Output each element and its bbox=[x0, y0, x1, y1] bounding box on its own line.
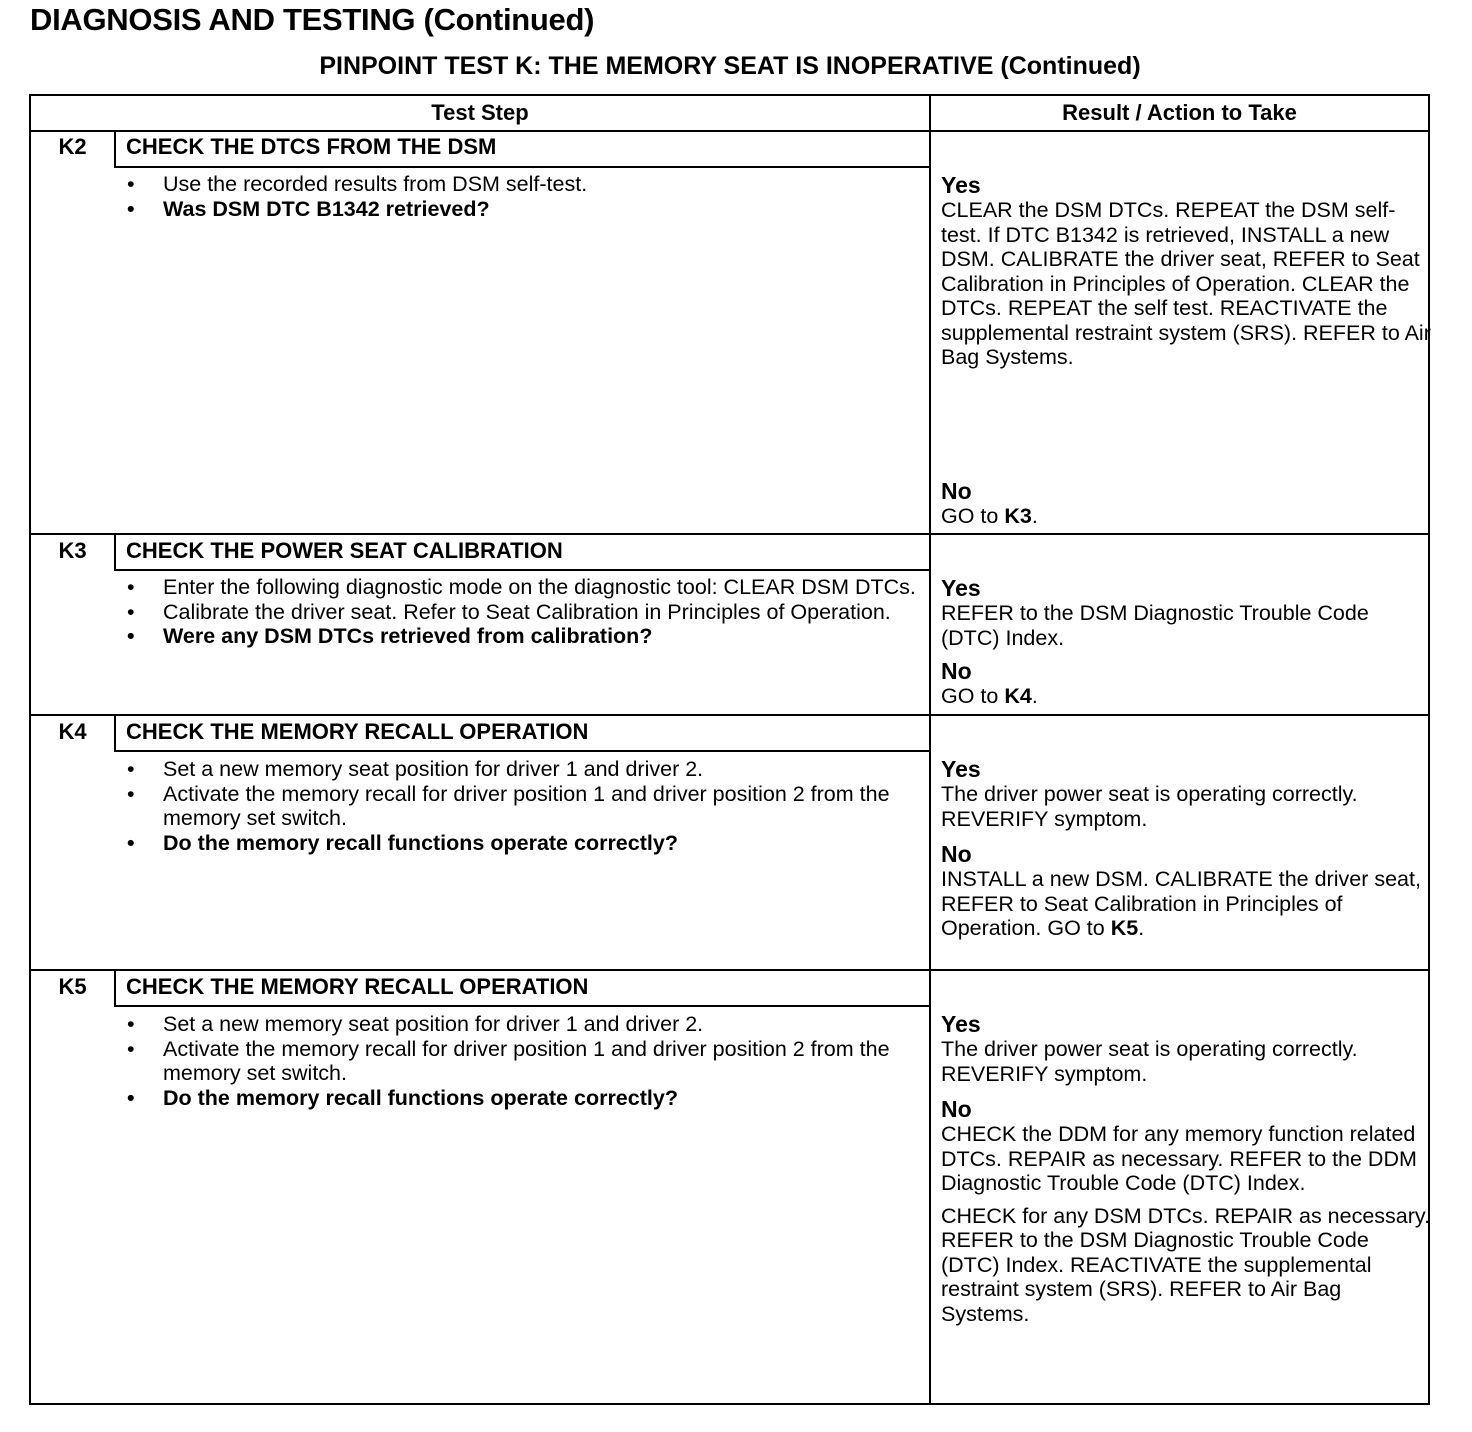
yes-label: Yes bbox=[941, 1011, 981, 1037]
step-id-divider bbox=[114, 969, 116, 1005]
no-text-additional: CHECK for any DSM DTCs. REPAIR as necessary. REFER to the DSM Diagnostic Trouble Code (DTC) Index. REACTIVATE the supplemental restraint system (SRS). REFER to Air Bag Systems. bbox=[941, 1203, 1431, 1326]
bullet-question: • Were any DSM DTCs retrieved from calibration? bbox=[123, 624, 923, 649]
step-bullets bbox=[123, 757, 923, 855]
yes-text: CLEAR the DSM DTCs. REPEAT the DSM self-test. If DTC B1342 is retrieved, INSTALL a new DSM. CALIBRATE the driver seat, REFER to Seat Calibration in Principles of Operation. CLEAR the DTCs. REPEAT the self test. REACTIVATE the supplemental restraint system (SRS). REFER to Air Bag Systems. bbox=[941, 198, 1431, 369]
step-title: CHECK THE POWER SEAT CALIBRATION bbox=[126, 538, 563, 563]
step-title: CHECK THE MEMORY RECALL OPERATION bbox=[126, 719, 589, 744]
bullet-item: • Set a new memory seat position for driver 1 and driver 2. bbox=[123, 757, 923, 782]
yes-label: Yes bbox=[941, 756, 981, 782]
step-title-divider bbox=[114, 569, 929, 571]
result-no bbox=[941, 841, 1431, 941]
header-divider bbox=[31, 130, 1428, 132]
step-id: K5 bbox=[58, 974, 87, 999]
no-label: No bbox=[941, 658, 972, 684]
step-id-divider bbox=[114, 533, 116, 569]
no-text bbox=[941, 867, 1431, 941]
no-step-ref: K3 bbox=[1004, 504, 1032, 528]
step-title-divider bbox=[114, 1005, 929, 1007]
result-no bbox=[941, 658, 1431, 709]
pinpoint-test-title: PINPOINT TEST K: THE MEMORY SEAT IS INOPERATIVE (Continued) bbox=[319, 52, 1141, 80]
row-divider bbox=[31, 533, 1428, 535]
bullet-item: • Activate the memory recall for driver position 1 and driver position 2 from the memory set switch. bbox=[123, 1037, 923, 1086]
bullet-question: • Do the memory recall functions operate correctly? bbox=[123, 1086, 923, 1111]
pinpoint-test-table bbox=[29, 94, 1430, 1405]
bullet-question: • Was DSM DTC B1342 retrieved? bbox=[123, 197, 923, 222]
no-label: No bbox=[941, 1096, 972, 1122]
step-id-divider bbox=[114, 714, 116, 750]
result-yes bbox=[941, 1011, 1431, 1086]
result-no bbox=[941, 1096, 1431, 1326]
bullet-item: • Calibrate the driver seat. Refer to Seat Calibration in Principles of Operation. bbox=[123, 600, 923, 625]
step-bullets bbox=[123, 575, 923, 649]
no-label: No bbox=[941, 478, 972, 504]
no-text-end: . bbox=[1031, 684, 1038, 708]
no-label: No bbox=[941, 841, 972, 867]
no-text-end: . bbox=[1031, 504, 1038, 528]
row-divider bbox=[31, 969, 1428, 971]
yes-label: Yes bbox=[941, 172, 981, 198]
bullet-item: • Use the recorded results from DSM self-test. bbox=[123, 172, 923, 197]
yes-text: REFER to the DSM Diagnostic Trouble Code (DTC) Index. bbox=[941, 601, 1369, 650]
result-yes bbox=[941, 172, 1431, 370]
no-text bbox=[941, 504, 1431, 529]
step-id: K3 bbox=[58, 538, 87, 563]
no-text: CHECK the DDM for any memory function related DTCs. REPAIR as necessary. REFER to the DDM Diagnostic Trouble Code (DTC) Index. bbox=[941, 1122, 1417, 1195]
yes-text: The driver power seat is operating correctly. REVERIFY symptom. bbox=[941, 782, 1358, 831]
yes-label: Yes bbox=[941, 575, 981, 601]
bullet-question: • Do the memory recall functions operate correctly? bbox=[123, 831, 923, 856]
bullet-item: • Activate the memory recall for driver position 1 and driver position 2 from the memory set switch. bbox=[123, 782, 923, 831]
page-title: DIAGNOSIS AND TESTING (Continued) bbox=[30, 2, 595, 37]
result-no bbox=[941, 478, 1431, 529]
no-text-body: GO to bbox=[941, 684, 1005, 708]
bullet-item: • Enter the following diagnostic mode on the diagnostic tool: CLEAR DSM DTCs. bbox=[123, 575, 923, 600]
bullet-item: • Set a new memory seat position for driver 1 and driver 2. bbox=[123, 1012, 923, 1037]
result-yes bbox=[941, 756, 1431, 831]
no-step-ref: K5 bbox=[1110, 916, 1139, 940]
step-id-divider bbox=[114, 130, 116, 166]
step-title: CHECK THE MEMORY RECALL OPERATION bbox=[126, 974, 589, 999]
header-result-action: Result / Action to Take bbox=[1062, 100, 1297, 125]
step-title-divider bbox=[114, 750, 929, 752]
no-text-body: GO to bbox=[941, 504, 1005, 528]
step-title-divider bbox=[114, 166, 929, 168]
step-title: CHECK THE DTCS FROM THE DSM bbox=[126, 134, 497, 159]
step-bullets bbox=[123, 1012, 923, 1110]
row-divider bbox=[31, 714, 1428, 716]
header-test-step: Test Step bbox=[431, 100, 529, 125]
no-text-body: INSTALL a new DSM. CALIBRATE the driver seat, REFER to Seat Calibration in Principles of Operation. GO to bbox=[941, 867, 1421, 940]
step-bullets bbox=[123, 172, 923, 221]
step-id: K2 bbox=[58, 134, 87, 159]
result-yes bbox=[941, 575, 1431, 650]
no-text-end: . bbox=[1138, 916, 1145, 940]
yes-text: The driver power seat is operating correctly. REVERIFY symptom. bbox=[941, 1037, 1358, 1086]
column-divider bbox=[929, 96, 931, 1403]
step-id: K4 bbox=[58, 719, 87, 744]
no-step-ref: K4 bbox=[1004, 684, 1032, 708]
no-text bbox=[941, 684, 1431, 709]
